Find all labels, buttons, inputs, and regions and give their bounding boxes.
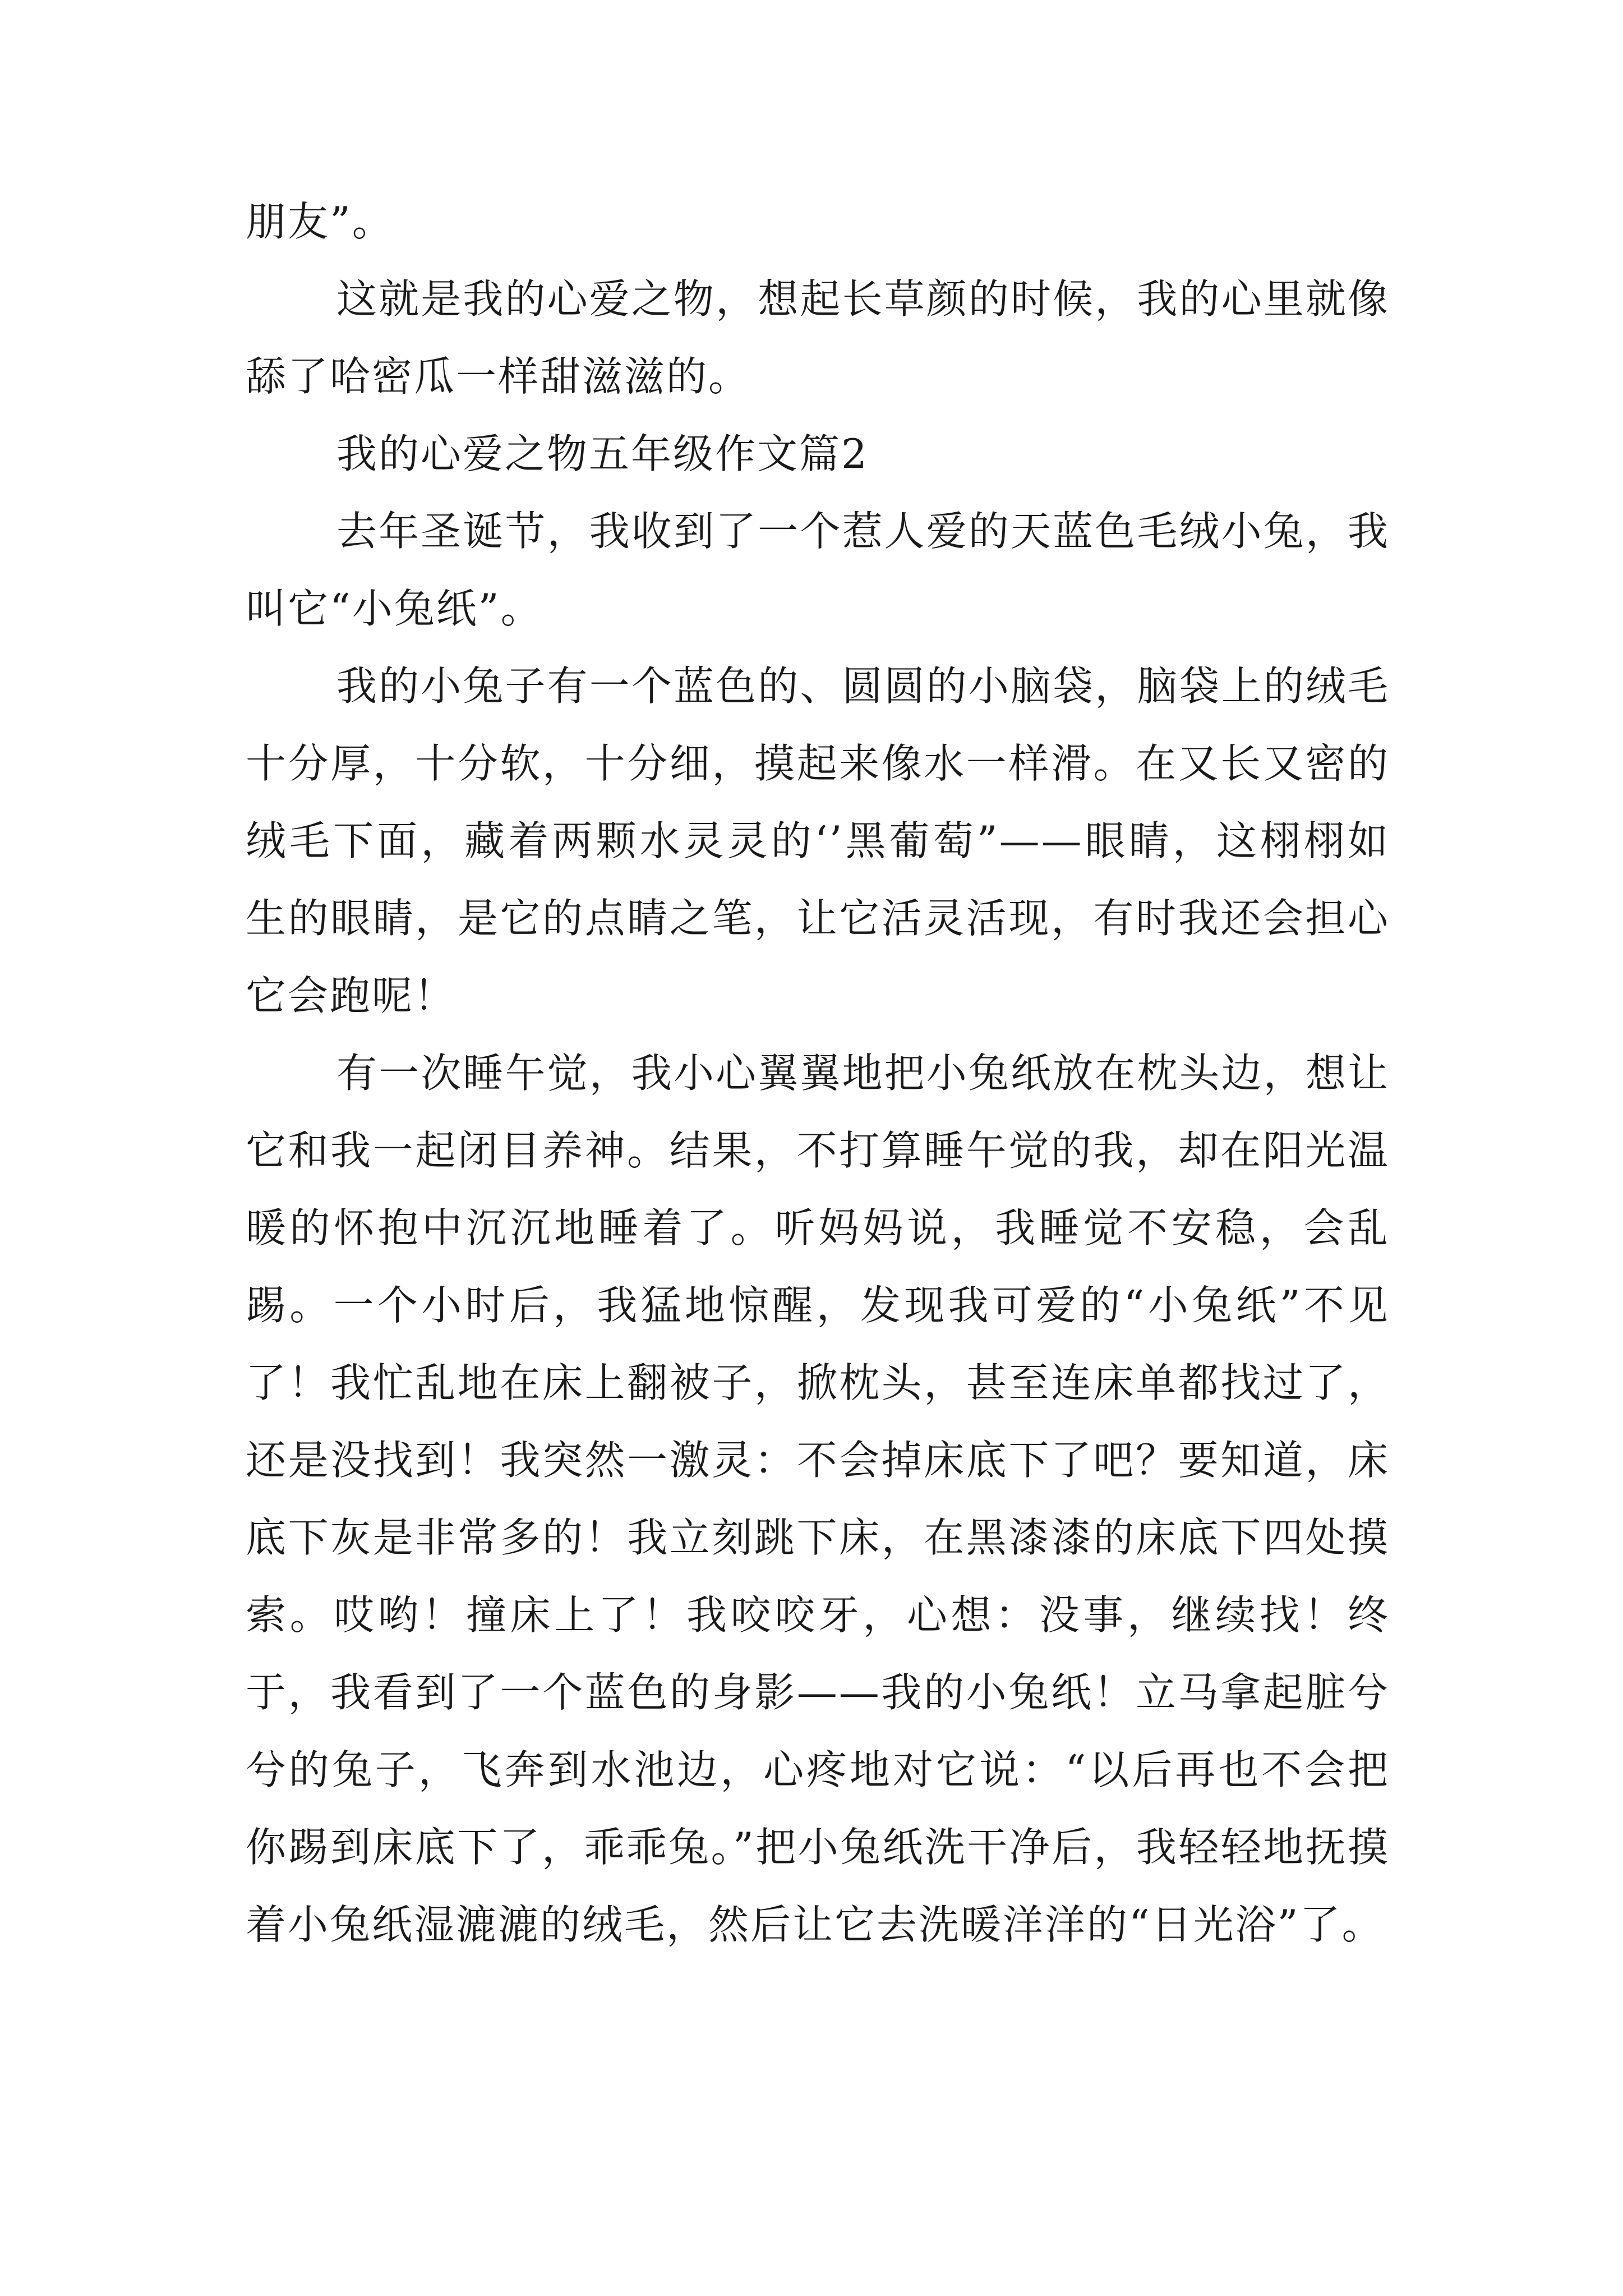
- paragraph-4: 我的小兔子有一个蓝色的、圆圆的小脑袋，脑袋上的绒毛十分厚，十分软，十分细，摸起来像水一样滑。在又长又密的绒毛下面，藏着两颗水灵灵的‘’黑葡萄”——眼睛，这栩栩如生的眼睛，是它的点睛之笔，让它活灵活现，有时我还会担心它会跑呢！: [246, 662, 1390, 1019]
- paragraph-1: 朋友”。: [246, 198, 394, 245]
- document-body: [246, 183, 1390, 1963]
- paragraph-5: 有一次睡午觉，我小心翼翼地把小兔纸放在枕头边，想让它和我一起闭目养神。结果，不打算睡午觉的我，却在阳光温暖的怀抱中沉沉地睡着了。听妈妈说，我睡觉不安稳，会乱踢。一个小时后，我猛地惊醒，发现我可爱的“小兔纸”不见了！我忙乱地在床上翻被子，掀枕头，甚至连床单都找过了，还是没找到！我突然一激灵：不会掉床底下了吧？要知道，床底下灰是非常多的！我立刻跳下床，在黑漆漆的床底下四处摸索。哎哟！撞床上了！我咬咬牙，心想：没事，继续找！终于，我看到了一个蓝色的身影——我的小兔纸！立马拿起脏兮兮的兔子，飞奔到水池边，心疼地对它说：“以后再也不会把你踢到床底下了，乖乖兔。”把小兔纸洗干净后，我轻轻地抚摸着小兔纸湿漉漉的绒毛，然后让它去洗暖洋洋的“日光浴”了。: [246, 1050, 1390, 1948]
- paragraph-3: 去年圣诞节，我收到了一个惹人爱的天蓝色毛绒小兔，我叫它“小兔纸”。: [246, 508, 1390, 632]
- section-heading: 我的心爱之物五年级作文篇2: [336, 430, 869, 477]
- paragraph-2: 这就是我的心爱之物，想起长草颜的时候，我的心里就像舔了哈密瓜一样甜滋滋的。: [246, 275, 1390, 400]
